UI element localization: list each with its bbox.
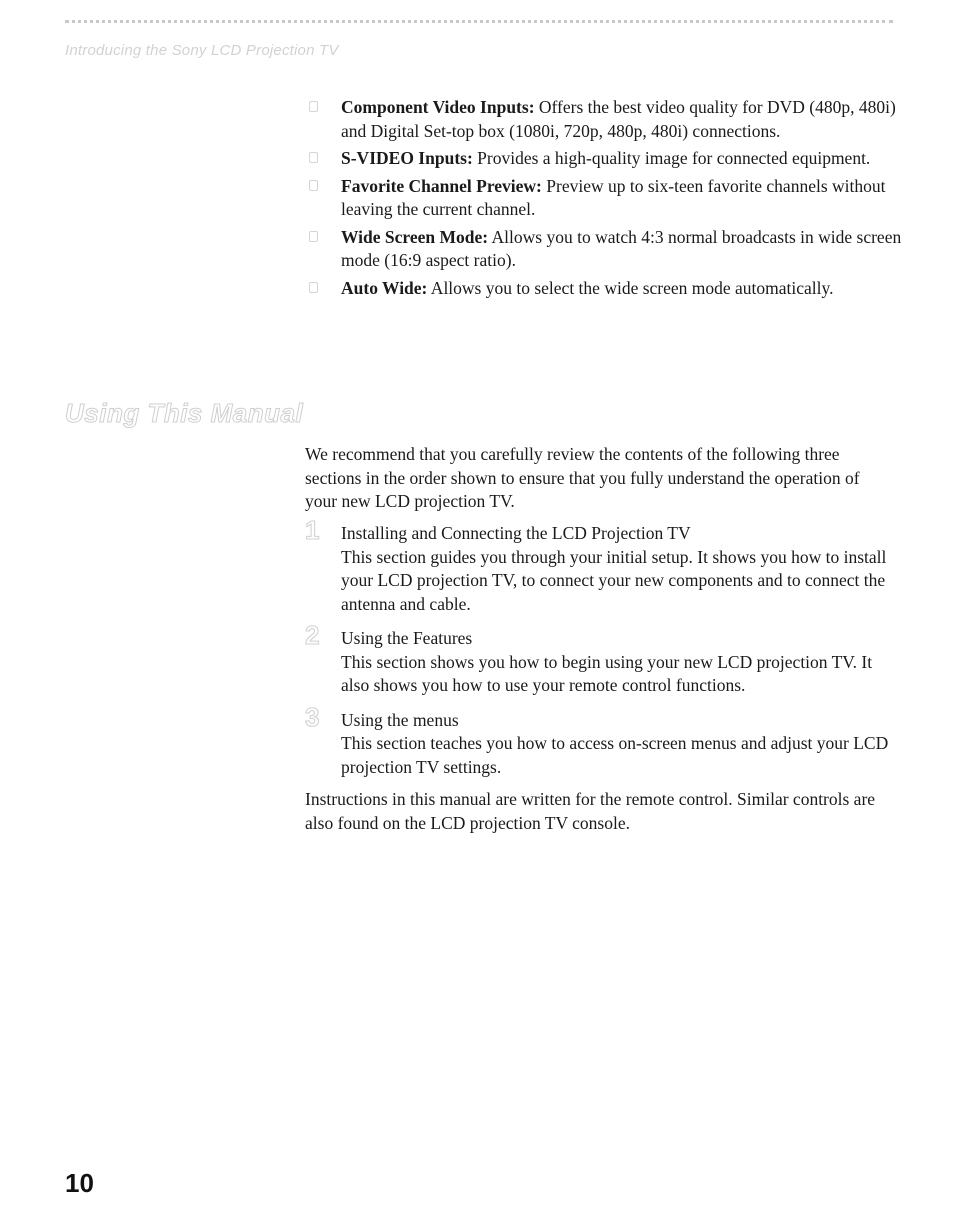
list-item [305, 515, 895, 616]
checkbox-icon [309, 152, 318, 163]
feature-list [305, 96, 905, 304]
list-item [305, 96, 905, 143]
list-item [305, 701, 895, 780]
feature-text: Allows you to watch 4:3 normal broadcasts in wide screen mode (16:9 aspect ratio). [341, 226, 902, 270]
step-title: Using the Features [341, 628, 473, 648]
step-title: Installing and Connecting the LCD Projection TV [341, 523, 691, 543]
feature-text: Preview up to six-teen favorite channels without leaving the current channel. [341, 175, 886, 219]
step-title: Using the menus [341, 709, 459, 730]
list-item [305, 620, 895, 698]
step-description: This section shows you how to begin using your new LCD projection TV. It also shows you how to use your remote control functions. [341, 651, 873, 695]
section-heading: Using This Manual [65, 398, 304, 428]
feature-term: Favorite Channel Preview: [341, 175, 542, 196]
checkbox-icon [309, 101, 318, 112]
list-item [305, 175, 905, 222]
step-number: 3 [305, 701, 320, 732]
feature-term: S-VIDEO Inputs: [341, 148, 473, 168]
page-number: 10 [65, 1168, 94, 1198]
step-number: 2 [305, 620, 320, 650]
feature-term: Wide Screen Mode: [341, 226, 489, 247]
feature-text: Provides a high-quality image for connected equipment. [472, 148, 871, 168]
checkbox-icon [309, 180, 318, 191]
running-header: Introducing the Sony LCD Projection TV [65, 42, 339, 59]
list-item [305, 277, 905, 301]
header-rule [65, 20, 893, 23]
step-number: 1 [305, 515, 320, 545]
feature-term: Component Video Inputs: [341, 97, 535, 117]
checkbox-icon [309, 231, 318, 242]
feature-text: Offers the best video quality for DVD (480p, 480i) and Digital Set-top box (1080i, 720p, 480p, 480i) connections. [341, 97, 896, 141]
closing-paragraph: Instructions in this manual are written for the remote control. Similar controls are also found on the LCD projection TV console. [305, 789, 876, 833]
feature-term: Auto Wide: [341, 277, 428, 298]
checkbox-icon [309, 282, 318, 293]
list-item [305, 147, 905, 171]
step-description: This section guides you through your initial setup. It shows you how to install your LCD projection TV, to connect your new components and to connect the antenna and cable. [341, 546, 887, 614]
intro-paragraph: We recommend that you carefully review the contents of the following three sections in the order shown to ensure that you fully understand the operation of your new LCD projection TV. [305, 444, 860, 511]
step-description: This section teaches you how to access on-screen menus and adjust your LCD projection TV settings. [341, 733, 889, 777]
feature-text: Allows you to select the wide screen mode automatically. [427, 277, 834, 298]
list-item [305, 226, 905, 273]
step-list [305, 515, 895, 790]
